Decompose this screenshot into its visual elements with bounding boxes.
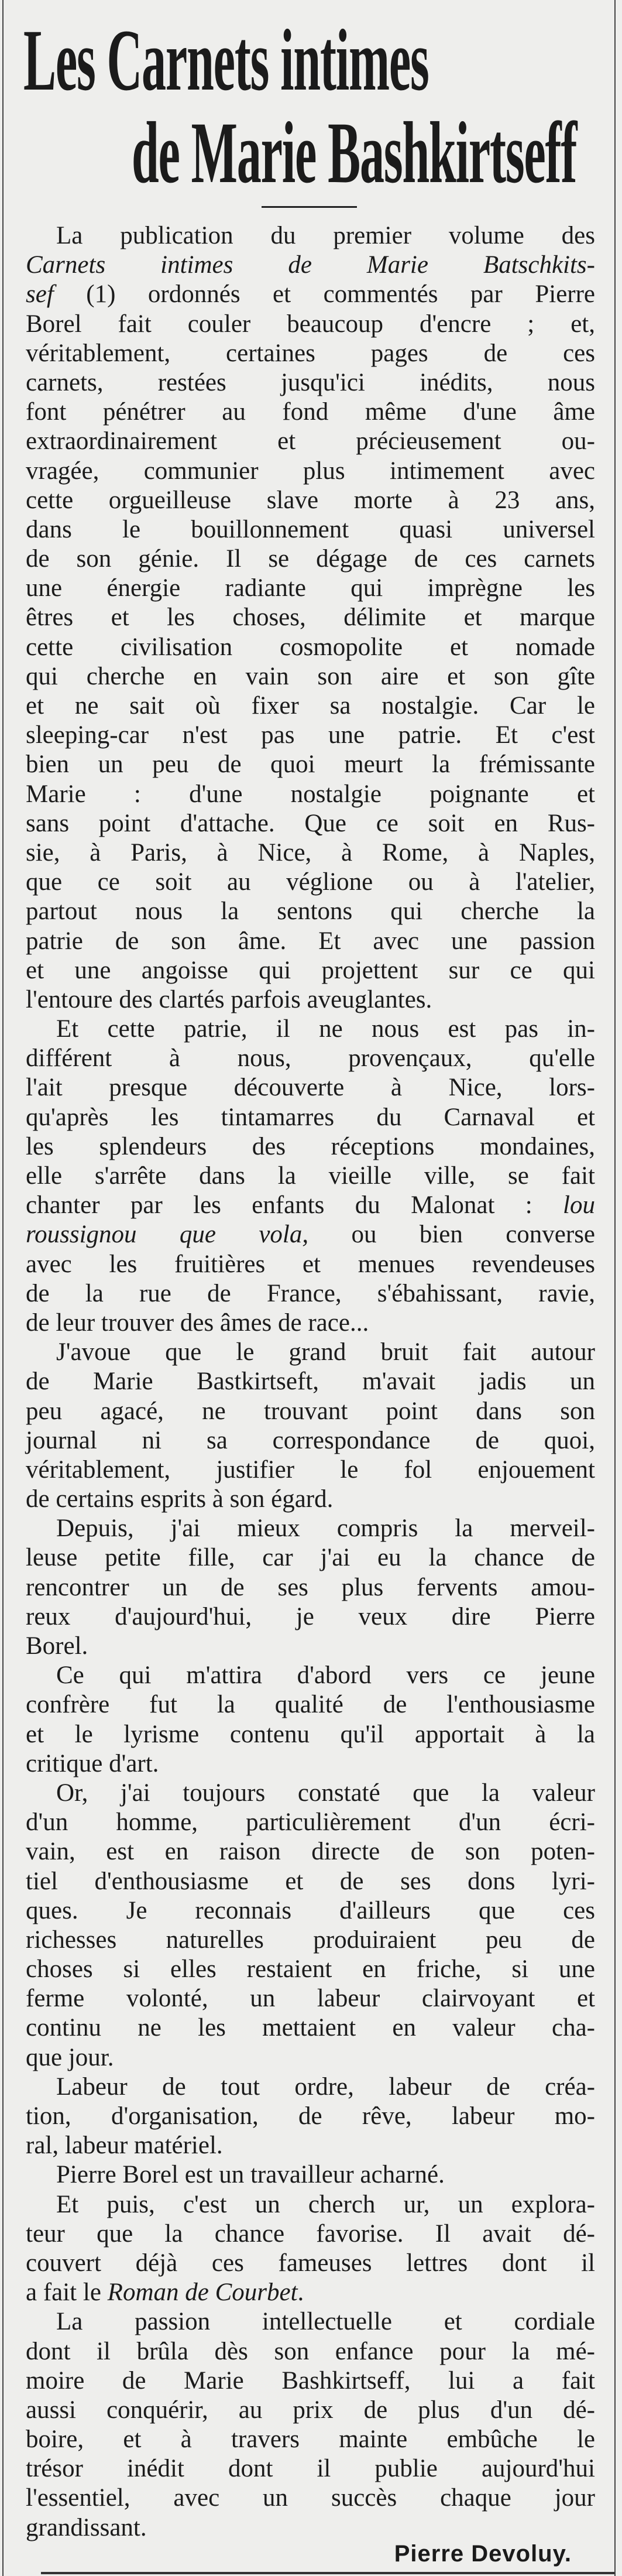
paragraph-line: dans le bouillonnement quasi universel <box>26 515 595 543</box>
paragraph-line <box>26 1220 595 1249</box>
paragraph-line: sleeping-car n'est pas une patrie. Et c'est <box>26 721 595 749</box>
paragraph-line: aussi conquérir, au prix de plus d'un dé- <box>26 2396 595 2424</box>
paragraph-line: véritablement, justifier le fol enjouement <box>26 1455 595 1484</box>
paragraph-line: vain, est en raison directe de son poten- <box>26 1838 595 1866</box>
bottom-divider <box>41 2572 614 2574</box>
paragraph-line: Et cette patrie, il ne nous est pas in- <box>56 1015 595 1043</box>
paragraph-line: différent à nous, provençaux, qu'elle <box>26 1044 595 1073</box>
paragraph-line: dont il brûla dès son enfance pour la mé- <box>26 2337 595 2365</box>
paragraph-line: journal ni sa correspondance de quoi, <box>26 1426 595 1454</box>
paragraph-line: de son génie. Il se dégage de ces carnets <box>26 545 595 573</box>
paragraph-line: teur que la chance favorise. Il avait dé- <box>26 2219 595 2248</box>
paragraph-line: tion, d'organisation, de rêve, labeur mo- <box>26 2102 595 2130</box>
paragraph-line: et une angoisse qui projettent sur ce qui <box>26 956 595 984</box>
paragraph-line: l'essentiel, avec un succès chaque jour <box>26 2484 595 2512</box>
paragraph-line: qu'après les tintamarres du Carnaval et <box>26 1103 595 1131</box>
paragraph-line: ferme volonté, un labeur clairvoyant et <box>26 1985 595 2013</box>
paragraph-line: êtres et les choses, délimite et marque <box>26 604 595 632</box>
paragraph-line: Borel. <box>26 1632 88 1660</box>
paragraph-line: de Marie Bastkirtseft, m'avait jadis un <box>26 1368 595 1396</box>
paragraph-line: Depuis, j'ai mieux compris la merveil- <box>56 1515 595 1543</box>
italic-text: Carnets intimes de Marie Batschkits- <box>26 251 595 279</box>
paragraph-line: couvert déjà ces fameuses lettres dont il <box>26 2249 595 2277</box>
article-body <box>26 221 595 2543</box>
text-segment: ou bien converse <box>308 1221 596 1249</box>
paragraph-line: trésor inédit dont il publie aujourd'hui <box>26 2455 595 2483</box>
paragraph-line: La passion intellectuelle et cordiale <box>56 2308 595 2336</box>
paragraph-line: La publication du premier volume des <box>56 222 595 249</box>
author-signature: Pierre Devoluy. <box>394 2541 572 2567</box>
paragraph-line: l'entoure des clartés parfois aveuglantes. <box>26 985 432 1013</box>
paragraph-line: moire de Marie Bashkirtseff, lui a fait <box>26 2366 595 2395</box>
italic-text: roussignou que vola, <box>26 1221 309 1249</box>
paragraph-line: richesses naturelles produiraient peu de <box>26 1926 595 1954</box>
column-border-right <box>614 0 616 2576</box>
paragraph-line: cette civilisation cosmopolite et nomade <box>26 633 595 661</box>
paragraph-line <box>26 2278 595 2307</box>
paragraph-line: Marie : d'une nostalgie poignante et <box>26 780 595 808</box>
paragraph-line: leuse petite fille, car j'ai eu la chance de <box>26 1544 595 1572</box>
paragraph-line: tiel d'enthousiasme et de ses dons lyri- <box>26 1867 595 1895</box>
paragraph-line: l'ait presque découverte à Nice, lors- <box>26 1074 595 1102</box>
paragraph-line: véritablement, certaines pages de ces <box>26 339 595 367</box>
paragraph-line: et ne sait où fixer sa nostalgie. Car le <box>26 692 595 720</box>
paragraph-line: qui cherche en vain son aire et son gîte <box>26 662 595 690</box>
paragraph-line <box>26 280 595 309</box>
paragraph-line: rencontrer un de ses plus fervents amou- <box>26 1573 595 1601</box>
paragraph-line: carnets, restées jusqu'ici inédits, nous <box>26 368 595 396</box>
paragraph-line: continu ne les mettaient en valeur cha- <box>26 2014 595 2042</box>
paragraph-line: avec les fruitières et menues revendeuses <box>26 1250 595 1278</box>
paragraph-line: cette orgueilleuse slave morte à 23 ans, <box>26 486 595 514</box>
paragraph-line: reux d'aujourd'hui, je veux dire Pierre <box>26 1602 595 1630</box>
paragraph-line: ques. Je reconnais d'ailleurs que ces <box>26 1896 595 1924</box>
paragraph-line: J'avoue que le grand bruit fait autour <box>56 1338 595 1366</box>
paragraph-line <box>26 251 595 280</box>
paragraph-line: elle s'arrête dans la vieille ville, se fait <box>26 1162 595 1190</box>
paragraph-line: vragée, communier plus intimement avec <box>26 457 595 485</box>
column-border-left <box>2 0 4 2576</box>
paragraph-line: et le lyrisme contenu qu'il apportait à la <box>26 1720 595 1748</box>
text-segment: chanter par les enfants du Malonat : <box>26 1191 563 1220</box>
paragraph-line: boire, et à travers mainte embûche le <box>26 2426 595 2454</box>
paragraph-line: bien un peu de quoi meurt la frémissante <box>26 751 595 779</box>
paragraph-line: partout nous la sentons qui cherche la <box>26 898 595 926</box>
paragraph-line: les splendeurs des réceptions mondaines, <box>26 1132 595 1160</box>
paragraph-line <box>26 1191 595 1220</box>
paragraph-line: extraordinairement et précieusement ou- <box>26 427 595 455</box>
paragraph-line: Et puis, c'est un cherch ur, un explora- <box>56 2190 595 2218</box>
paragraph-line: Labeur de tout ordre, labeur de créa- <box>56 2073 595 2101</box>
paragraph-line: de la rue de France, s'ébahissant, ravie, <box>26 1279 595 1307</box>
paragraph-line: Borel fait couler beaucoup d'encre ; et, <box>26 310 595 338</box>
italic-text: sef <box>26 280 54 309</box>
paragraph-line: ral, labeur matériel. <box>26 2132 223 2160</box>
paragraph-line: sie, à Paris, à Nice, à Rome, à Naples, <box>26 838 595 866</box>
paragraph-line: grandissant. <box>26 2513 147 2541</box>
paragraph-line: de certains esprits à son égard. <box>26 1485 334 1513</box>
paragraph-line: que jour. <box>26 2043 114 2071</box>
italic-text: lou <box>563 1191 595 1220</box>
headline-line-1: Les Carnets intimes <box>23 12 429 109</box>
text-segment: a fait le <box>26 2279 108 2307</box>
paragraph-line: Or, j'ai toujours constaté que la valeur <box>56 1779 595 1807</box>
paragraph-line: Pierre Borel est un travailleur acharné. <box>56 2161 445 2189</box>
text-segment: . <box>297 2279 304 2307</box>
paragraph-line: peu agacé, ne trouvant point dans son <box>26 1397 595 1425</box>
paragraph-line: d'un homme, particulièrement d'un écri- <box>26 1808 595 1837</box>
paragraph-line: une énergie radiante qui imprègne les <box>26 574 595 602</box>
paragraph-line: que ce soit au véglione ou à l'atelier, <box>26 868 595 896</box>
paragraph-line: Ce qui m'attira d'abord vers ce jeune <box>56 1662 595 1690</box>
paragraph-line: confrère fut la qualité de l'enthousiasme <box>26 1691 595 1719</box>
paragraph-line: sans point d'attache. Que ce soit en Rus- <box>26 809 595 837</box>
headline-line-2: de Marie Bashkirtseff <box>132 104 577 201</box>
headline-divider <box>262 206 357 208</box>
italic-text: Roman de Courbet <box>107 2279 298 2307</box>
paragraph-line: choses si elles restaient en friche, si une <box>26 1955 595 1984</box>
paragraph-line: critique d'art. <box>26 1749 159 1777</box>
paragraph-line: font pénétrer au fond même d'une âme <box>26 398 595 426</box>
paragraph-line: de leur trouver des âmes de race... <box>26 1308 369 1337</box>
text-segment: (1) ordonnés et commentés par Pierre <box>53 280 595 309</box>
paragraph-line: patrie de son âme. Et avec une passion <box>26 927 595 955</box>
